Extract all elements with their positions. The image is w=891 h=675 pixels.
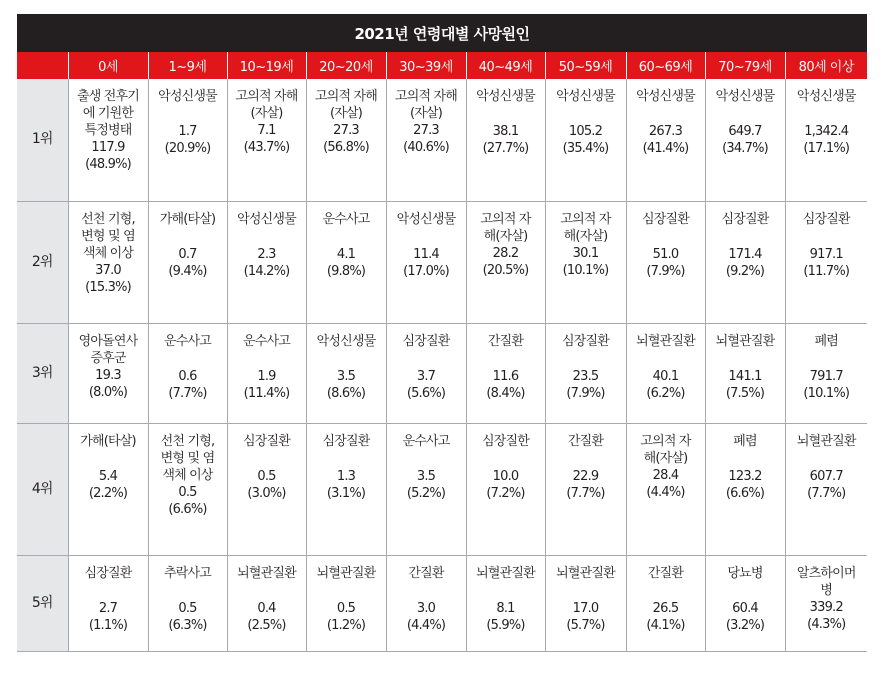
cause-cell bbox=[227, 79, 306, 201]
header-age-group: 40~49세 bbox=[466, 52, 545, 79]
cause-cell bbox=[785, 201, 867, 323]
cause-cell bbox=[785, 423, 867, 555]
cause-name: 선천 기형, 변형 및 염 색체 이상 bbox=[81, 211, 135, 261]
cause-cell bbox=[148, 555, 227, 651]
cause-name: 가해(타살) bbox=[159, 211, 216, 227]
cause-name: 심장질환 bbox=[802, 211, 850, 227]
death-rate-value: 339.2 bbox=[809, 599, 843, 615]
death-rate-value: 117.9 bbox=[91, 140, 125, 155]
death-rate-value: 3.5 bbox=[336, 368, 356, 384]
share-percent: (5.7%) bbox=[566, 617, 605, 633]
death-rate-value: 0.5 bbox=[178, 484, 197, 500]
share-percent: (3.2%) bbox=[725, 617, 765, 633]
cause-cell bbox=[148, 79, 227, 201]
header-age-group: 60~69세 bbox=[626, 52, 705, 79]
share-percent: (6.2%) bbox=[646, 385, 685, 401]
share-percent: (7.5%) bbox=[725, 385, 765, 401]
share-percent: (8.6%) bbox=[326, 385, 366, 401]
cause-cell bbox=[626, 201, 705, 323]
share-percent: (4.3%) bbox=[807, 616, 846, 632]
rank-label: 5위 bbox=[17, 555, 68, 651]
cause-cell bbox=[227, 201, 306, 323]
death-rate-value: 7.1 bbox=[257, 123, 276, 138]
share-percent: (4.4%) bbox=[406, 617, 446, 633]
death-rate-value: 8.1 bbox=[496, 600, 515, 616]
share-percent: (5.9%) bbox=[486, 617, 525, 633]
cause-cell bbox=[705, 323, 785, 423]
cause-name: 심장질환 bbox=[322, 433, 370, 449]
table-row bbox=[17, 555, 867, 651]
share-percent: (7.7%) bbox=[168, 385, 207, 401]
cause-cell bbox=[68, 323, 148, 423]
cause-name: 고의적 자해 (자살) bbox=[235, 89, 298, 121]
header-age-group: 30~39세 bbox=[386, 52, 466, 79]
cause-cell bbox=[785, 323, 867, 423]
share-percent: (43.7%) bbox=[243, 140, 290, 155]
share-percent: (10.1%) bbox=[562, 262, 609, 278]
cause-name: 뇌혈관질환 bbox=[556, 565, 615, 581]
death-rate-value: 123.2 bbox=[728, 468, 762, 484]
header-rank-column bbox=[17, 52, 68, 79]
cause-name: 운수사고 bbox=[242, 333, 291, 349]
cause-name: 출생 전후기 에 기원한 특정병태 bbox=[76, 89, 140, 138]
cause-name: 심장질한 bbox=[481, 433, 530, 449]
cause-cell bbox=[466, 79, 545, 201]
death-rate-value: 26.5 bbox=[652, 600, 679, 616]
cause-name: 뇌혈관질환 bbox=[237, 565, 296, 581]
death-rate-value: 0.7 bbox=[178, 246, 197, 262]
cause-cell bbox=[545, 79, 626, 201]
header-age-group: 50~59세 bbox=[545, 52, 626, 79]
cause-cell bbox=[386, 423, 466, 555]
death-rate-value: 0.5 bbox=[178, 600, 197, 616]
cause-cell bbox=[626, 79, 705, 201]
cause-name: 심장질환 bbox=[84, 565, 132, 581]
share-percent: (56.8%) bbox=[323, 140, 369, 155]
cause-cell bbox=[705, 423, 785, 555]
death-rate-value: 11.4 bbox=[413, 246, 439, 262]
share-percent: (1.1%) bbox=[88, 617, 128, 633]
share-percent: (6.6%) bbox=[168, 501, 207, 517]
death-rate-value: 10.0 bbox=[492, 468, 519, 484]
cause-cell bbox=[785, 555, 867, 651]
share-percent: (15.3%) bbox=[85, 279, 131, 295]
cause-cell bbox=[466, 201, 545, 323]
share-percent: (17.1%) bbox=[803, 141, 850, 156]
share-percent: (17.0%) bbox=[403, 263, 449, 279]
header-age-group: 10~19세 bbox=[227, 52, 306, 79]
rank-label: 4위 bbox=[17, 423, 68, 555]
cause-cell bbox=[68, 555, 148, 651]
cause-of-death-table bbox=[17, 52, 867, 652]
death-rate-value: 105.2 bbox=[568, 124, 603, 139]
cause-cell bbox=[626, 323, 705, 423]
cause-name: 악성신생물 bbox=[636, 89, 695, 104]
cause-cell bbox=[306, 201, 386, 323]
table-row bbox=[17, 323, 867, 423]
death-rate-value: 40.1 bbox=[652, 368, 679, 384]
death-rate-value: 0.4 bbox=[257, 600, 276, 616]
death-rate-value: 2.7 bbox=[98, 600, 118, 616]
table-title: 2021년 연령대별 사망원인 bbox=[17, 14, 867, 52]
cause-cell bbox=[386, 323, 466, 423]
cause-name: 악성신생물 bbox=[396, 211, 456, 227]
header-age-group: 80세 이상 bbox=[785, 52, 867, 79]
cause-cell bbox=[545, 201, 626, 323]
share-percent: (1.2%) bbox=[326, 617, 366, 633]
share-percent: (2.2%) bbox=[88, 485, 128, 501]
cause-name: 당뇨병 bbox=[727, 565, 763, 581]
cause-name: 운수사고 bbox=[163, 333, 212, 349]
cause-cell bbox=[227, 423, 306, 555]
cause-cell bbox=[386, 555, 466, 651]
cause-name: 악성신생물 bbox=[796, 89, 856, 104]
cause-cell bbox=[148, 201, 227, 323]
cause-cell bbox=[68, 79, 148, 201]
cause-name: 악성신생물 bbox=[237, 211, 296, 227]
cause-cell bbox=[545, 323, 626, 423]
cause-cell bbox=[705, 555, 785, 651]
share-percent: (5.2%) bbox=[406, 485, 446, 501]
cause-cell bbox=[148, 423, 227, 555]
death-rate-value: 3.7 bbox=[416, 368, 436, 384]
share-percent: (3.0%) bbox=[247, 485, 286, 501]
death-rate-value: 1,342.4 bbox=[804, 124, 849, 139]
share-percent: (6.3%) bbox=[168, 617, 207, 633]
cause-name: 심장질환 bbox=[641, 211, 690, 227]
share-percent: (27.7%) bbox=[482, 141, 529, 156]
cause-name: 악성신생물 bbox=[715, 89, 775, 104]
rank-label: 3위 bbox=[17, 323, 68, 423]
share-percent: (35.4%) bbox=[562, 141, 609, 156]
death-rate-value: 2.3 bbox=[257, 246, 276, 262]
death-rate-value: 3.0 bbox=[416, 600, 436, 616]
death-rate-value: 1.7 bbox=[178, 124, 197, 139]
cause-name: 뇌혈관질환 bbox=[476, 565, 535, 581]
cause-name: 폐렴 bbox=[814, 333, 839, 349]
cause-name: 심장질환 bbox=[721, 211, 769, 227]
cause-name: 폐렴 bbox=[733, 433, 757, 449]
death-rate-value: 28.4 bbox=[652, 467, 679, 483]
death-rate-value: 267.3 bbox=[648, 124, 683, 139]
share-percent: (2.5%) bbox=[247, 617, 286, 633]
mortality-table-figure bbox=[17, 14, 867, 652]
share-percent: (34.7%) bbox=[722, 141, 768, 156]
cause-cell bbox=[306, 423, 386, 555]
cause-cell bbox=[705, 201, 785, 323]
share-percent: (5.6%) bbox=[406, 385, 446, 401]
death-rate-value: 607.7 bbox=[809, 468, 843, 484]
death-rate-value: 0.5 bbox=[257, 468, 276, 484]
cause-cell bbox=[466, 423, 545, 555]
rank-label: 2위 bbox=[17, 201, 68, 323]
share-percent: (6.6%) bbox=[725, 485, 765, 501]
share-percent: (41.4%) bbox=[642, 141, 689, 156]
cause-name: 운수사고 bbox=[322, 211, 370, 227]
share-percent: (9.8%) bbox=[326, 263, 366, 279]
table-row bbox=[17, 423, 867, 555]
share-percent: (4.4%) bbox=[646, 484, 685, 500]
share-percent: (7.9%) bbox=[566, 385, 605, 401]
share-percent: (8.0%) bbox=[88, 384, 128, 400]
death-rate-value: 28.2 bbox=[492, 245, 519, 261]
cause-name: 간질환 bbox=[567, 433, 604, 449]
cause-name: 간질환 bbox=[647, 565, 684, 581]
cause-name: 뇌혈관질환 bbox=[316, 565, 376, 581]
header-age-group: 70~79세 bbox=[705, 52, 785, 79]
cause-cell bbox=[626, 555, 705, 651]
cause-name: 영아돌연사 증후군 bbox=[78, 333, 138, 366]
cause-name: 선천 기형, 변형 및 염 색체 이상 bbox=[160, 433, 215, 483]
cause-cell bbox=[785, 79, 867, 201]
cause-name: 고의적 자 해(자살) bbox=[480, 211, 531, 244]
cause-name: 악성신생물 bbox=[476, 89, 535, 104]
cause-cell bbox=[626, 423, 705, 555]
cause-name: 알츠하이머 병 bbox=[796, 565, 856, 598]
rank-label: 1위 bbox=[17, 79, 68, 201]
death-rate-value: 171.4 bbox=[728, 246, 762, 262]
death-rate-value: 791.7 bbox=[809, 368, 843, 384]
cause-name: 가해(타살) bbox=[80, 433, 136, 449]
cause-name: 악성신생물 bbox=[158, 89, 217, 104]
cause-cell bbox=[68, 423, 148, 555]
cause-cell bbox=[148, 323, 227, 423]
cause-name: 악성신생물 bbox=[316, 333, 376, 349]
share-percent: (8.4%) bbox=[486, 385, 525, 401]
cause-cell bbox=[545, 555, 626, 651]
death-rate-value: 60.4 bbox=[732, 600, 758, 616]
share-percent: (7.7%) bbox=[807, 485, 846, 501]
death-rate-value: 19.3 bbox=[95, 367, 121, 383]
column-header-row bbox=[17, 52, 867, 79]
death-rate-value: 22.9 bbox=[572, 468, 599, 484]
death-rate-value: 917.1 bbox=[809, 246, 843, 262]
table-row bbox=[17, 201, 867, 323]
death-rate-value: 38.1 bbox=[492, 124, 519, 139]
death-rate-value: 4.1 bbox=[336, 246, 356, 262]
cause-name: 운수사고 bbox=[402, 433, 450, 449]
cause-name: 악성신생물 bbox=[556, 89, 615, 104]
death-rate-value: 3.5 bbox=[416, 468, 436, 484]
share-percent: (3.1%) bbox=[326, 485, 366, 501]
death-rate-value: 0.6 bbox=[178, 368, 197, 384]
death-rate-value: 0.5 bbox=[336, 600, 356, 616]
cause-cell bbox=[386, 201, 466, 323]
death-rate-value: 37.0 bbox=[95, 262, 121, 278]
table-row bbox=[17, 79, 867, 201]
share-percent: (48.9%) bbox=[85, 157, 131, 172]
cause-cell bbox=[545, 423, 626, 555]
cause-cell bbox=[386, 79, 466, 201]
cause-cell bbox=[466, 323, 545, 423]
cause-name: 추락사고 bbox=[163, 565, 212, 581]
share-percent: (7.7%) bbox=[566, 485, 605, 501]
share-percent: (11.7%) bbox=[803, 263, 850, 279]
cause-name: 뇌혈관질환 bbox=[796, 433, 856, 449]
death-rate-value: 27.3 bbox=[333, 123, 359, 138]
cause-name: 고의적 자 해(자살) bbox=[560, 211, 611, 244]
death-rate-value: 17.0 bbox=[572, 600, 599, 616]
share-percent: (11.4%) bbox=[243, 385, 290, 401]
death-rate-value: 1.9 bbox=[257, 368, 276, 384]
share-percent: (9.4%) bbox=[168, 263, 207, 279]
cause-name: 고의적 자해 (자살) bbox=[314, 89, 378, 121]
death-rate-value: 141.1 bbox=[728, 368, 762, 384]
share-percent: (14.2%) bbox=[243, 263, 290, 279]
cause-name: 심장질환 bbox=[561, 333, 610, 349]
cause-name: 심장질환 bbox=[242, 433, 291, 449]
header-age-group: 20~20세 bbox=[306, 52, 386, 79]
death-rate-value: 11.6 bbox=[492, 368, 519, 384]
cause-cell bbox=[306, 79, 386, 201]
cause-cell bbox=[227, 323, 306, 423]
death-rate-value: 649.7 bbox=[728, 124, 762, 139]
cause-cell bbox=[705, 79, 785, 201]
share-percent: (9.2%) bbox=[725, 263, 765, 279]
share-percent: (20.5%) bbox=[482, 262, 529, 278]
share-percent: (40.6%) bbox=[403, 140, 449, 155]
death-rate-value: 5.4 bbox=[98, 468, 118, 484]
cause-name: 고의적 자해 (자살) bbox=[394, 89, 458, 121]
death-rate-value: 30.1 bbox=[572, 245, 599, 261]
header-age-group: 0세 bbox=[68, 52, 148, 79]
share-percent: (20.9%) bbox=[164, 141, 211, 156]
cause-cell bbox=[306, 555, 386, 651]
share-percent: (4.1%) bbox=[646, 617, 685, 633]
share-percent: (7.2%) bbox=[486, 485, 525, 501]
cause-name: 고의적 자 해(자살) bbox=[640, 433, 691, 466]
death-rate-value: 23.5 bbox=[572, 368, 599, 384]
cause-name: 간질환 bbox=[487, 333, 524, 349]
cause-name: 뇌혈관질환 bbox=[715, 333, 775, 349]
header-age-group: 1~9세 bbox=[148, 52, 227, 79]
cause-name: 심장질환 bbox=[402, 333, 450, 349]
death-rate-value: 27.3 bbox=[413, 123, 439, 138]
cause-name: 뇌혈관질환 bbox=[636, 333, 695, 349]
share-percent: (10.1%) bbox=[803, 385, 850, 401]
cause-cell bbox=[306, 323, 386, 423]
share-percent: (7.9%) bbox=[646, 263, 685, 279]
death-rate-value: 1.3 bbox=[336, 468, 356, 484]
cause-cell bbox=[466, 555, 545, 651]
cause-cell bbox=[68, 201, 148, 323]
cause-name: 간질환 bbox=[408, 565, 444, 581]
cause-cell bbox=[227, 555, 306, 651]
death-rate-value: 51.0 bbox=[652, 246, 679, 262]
